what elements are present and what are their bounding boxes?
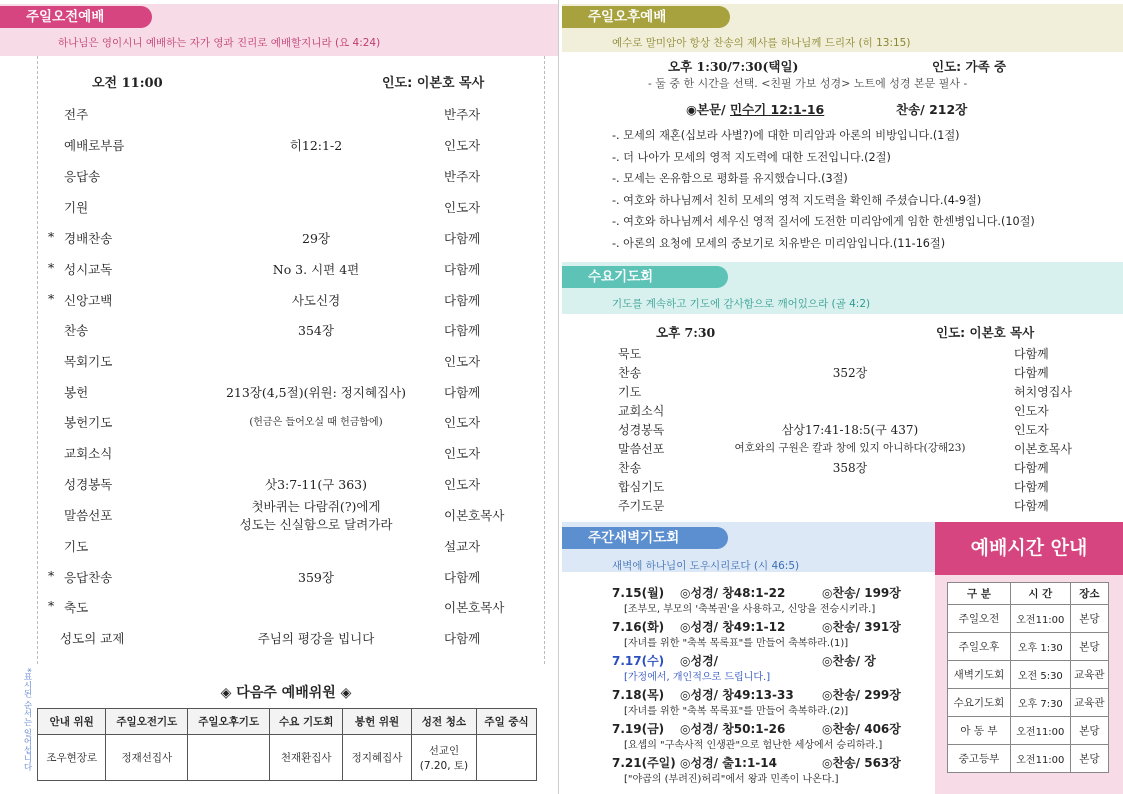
order-item: 찬송 — [64, 323, 89, 338]
order-leader: 이본호목사 — [444, 600, 505, 615]
order-detail: 여호와의 구원은 칼과 창에 있지 아니하다(강해23) — [734, 442, 966, 454]
morning-row — [46, 568, 536, 588]
order-item: 기원 — [64, 200, 89, 215]
schedule-cell: 수요기도회 — [948, 689, 1011, 717]
schedule-cell: 오후 7:30 — [1010, 689, 1070, 717]
next-week-value: 정지혜집사 — [343, 735, 411, 781]
afternoon-point: -. 모세는 온유함으로 평화를 유지했습니다.(3절) — [612, 172, 848, 185]
morning-row — [46, 383, 536, 403]
morning-row — [46, 136, 536, 156]
standing-mark: * — [48, 229, 55, 244]
afternoon-point: -. 아론의 요청에 모세의 중보기로 치유받은 미리암입니다.(11-16절) — [612, 236, 946, 250]
wednesday-row — [618, 440, 1088, 458]
schedule-cell: 교육관 — [1070, 689, 1108, 717]
standing-mark: * — [48, 568, 55, 583]
dawn-note: ["야곱의 (부려진)허리"에서 왕과 민족이 나온다.] — [624, 774, 839, 785]
afternoon-header: 주일오후예배 — [562, 6, 730, 28]
next-week-value: 선교인 (7.20, 토) — [411, 735, 476, 781]
morning-header: 주일오전예배 — [0, 6, 152, 28]
next-week-value: 천재환집사 — [270, 735, 343, 781]
dawn-day — [612, 754, 932, 770]
next-week-header: 봉헌 위원 — [343, 709, 411, 735]
dawn-note: [자녀를 위한 "축복 목록표"를 만들어 축복하라.(2)] — [624, 706, 849, 717]
order-item: 축도 — [64, 600, 89, 615]
dawn-note: [조부모, 부모의 '축복권'을 사용하고, 신앙을 전승시키라.] — [624, 604, 876, 615]
afternoon-subnote: - 둘 중 한 시간을 선택. <친필 가보 성경> 노트에 성경 본문 필사 - — [648, 77, 968, 90]
afternoon-point: -. 모세의 재혼(십보라 사별?)에 대한 미리암과 아론의 비방입니다.(1절) — [612, 129, 960, 142]
morning-row — [46, 105, 536, 125]
next-week-title: ◈ 다음주 예배위원 ◈ — [220, 685, 352, 701]
dawn-date: 7.17(수) — [612, 654, 665, 668]
schedule-cell: 오전11:00 — [1010, 605, 1070, 633]
morning-row — [46, 229, 536, 249]
order-item: 신앙고백 — [64, 293, 113, 308]
order-leader: 인도자 — [444, 200, 481, 215]
order-leader: 다함께 — [444, 262, 481, 277]
schedule-cell: 본당 — [1070, 745, 1108, 773]
order-leader: 반주자 — [444, 169, 481, 184]
schedule-header: 구 분 — [948, 583, 1011, 605]
dawn-hymn: ◎찬송/ 391장 — [822, 620, 901, 634]
order-detail: 첫바퀴는 다람쥐(?)에게 성도는 신실함으로 달려가라 — [239, 499, 393, 532]
next-week-value — [477, 735, 537, 781]
order-item: 봉헌기도 — [64, 415, 113, 430]
schedule-header: 장소 — [1070, 583, 1108, 605]
order-leader: 인도자 — [1014, 404, 1049, 418]
schedule-cell: 아 동 부 — [948, 717, 1011, 745]
order-item: 교회소식 — [618, 404, 665, 418]
afternoon-text: 민수기 12:1-16 — [729, 102, 825, 117]
order-leader: 인도자 — [1014, 423, 1049, 437]
order-detail: 213장(4,5절)(위원: 정지혜집사) — [225, 385, 407, 400]
order-item: 묵도 — [618, 347, 642, 361]
dawn-hymn: ◎찬송/ 199장 — [822, 586, 901, 600]
wednesday-row — [618, 383, 1088, 401]
dawn-date: 7.19(금) — [612, 722, 665, 736]
schedule-cell: 본당 — [1070, 605, 1108, 633]
schedule-cell: 교육관 — [1070, 661, 1108, 689]
order-leader: 다함께 — [444, 293, 481, 308]
dawn-text: ◎성경/ 창50:1-26 — [680, 722, 786, 736]
schedule-row — [948, 745, 1109, 773]
schedule-cell: 주일오후 — [948, 633, 1011, 661]
page-divider — [558, 0, 559, 794]
dawn-header: 주간새벽기도회 — [562, 527, 728, 549]
dawn-day — [612, 720, 932, 736]
morning-verse: 하나님은 영이시니 예배하는 자가 영과 진리로 예배할지니라 (요 4:24) — [58, 37, 381, 49]
order-leader: 다함께 — [1014, 499, 1049, 513]
dawn-date: 7.21(주일) — [612, 756, 676, 770]
order-leader: 인도자 — [444, 446, 481, 461]
order-item: 경배찬송 — [64, 231, 113, 246]
schedule-row — [948, 605, 1109, 633]
order-leader: 다함께 — [444, 631, 481, 646]
next-week-value — [188, 735, 270, 781]
wednesday-leader: 인도: 이본호 목사 — [936, 325, 1035, 340]
order-leader: 이본호목사 — [444, 508, 505, 523]
standing-mark: * — [48, 291, 55, 306]
order-item: 찬송 — [618, 366, 642, 380]
order-item: 주기도문 — [618, 499, 665, 513]
order-detail: 359장 — [298, 570, 334, 585]
standing-note: *표시된 순서는 일어섭니다 — [22, 668, 32, 772]
order-detail: 352장 — [832, 366, 868, 380]
dawn-date: 7.18(목) — [612, 688, 665, 702]
order-item: 성경봉독 — [618, 423, 665, 437]
next-week-table — [37, 708, 537, 781]
morning-row — [46, 444, 536, 464]
order-leader: 인도자 — [444, 354, 481, 369]
morning-row — [46, 629, 536, 649]
order-detail: 삿3:7-11(구 363) — [265, 477, 367, 492]
order-leader: 인도자 — [444, 415, 481, 430]
dawn-day — [612, 686, 932, 702]
order-leader: 다함께 — [1014, 366, 1049, 380]
order-leader: 다함께 — [1014, 461, 1049, 475]
order-leader: 이본호목사 — [1014, 442, 1072, 456]
afternoon-point: -. 여호와 하나님께서 친히 모세의 영적 지도력을 확인해 주셨습니다.(4-9절) — [612, 193, 982, 207]
afternoon-time: 오후 1:30/7:30(택일) — [668, 59, 799, 74]
wednesday-row — [618, 478, 1088, 496]
dawn-text: ◎성경/ 창49:13-33 — [680, 688, 794, 702]
standing-mark: * — [48, 598, 55, 613]
dawn-note: [요셉의 "구속사적 인생관"으로 험난한 세상에서 승리하라.] — [624, 740, 883, 751]
dawn-day — [612, 652, 932, 668]
schedule-cell: 본당 — [1070, 717, 1108, 745]
morning-row — [46, 475, 536, 495]
schedule-row — [948, 661, 1109, 689]
schedule-row — [948, 689, 1109, 717]
morning-row — [46, 291, 536, 311]
schedule-cell: 본당 — [1070, 633, 1108, 661]
dawn-hymn: ◎찬송/ 563장 — [822, 756, 901, 770]
dawn-note: [가정에서, 개인적으로 드립니다.] — [624, 672, 771, 683]
dawn-text: ◎성경/ 출1:1-14 — [680, 756, 777, 770]
schedule-cell: 주일오전 — [948, 605, 1011, 633]
schedule-table — [947, 582, 1109, 773]
wednesday-row — [618, 459, 1088, 477]
schedule-header: 시 간 — [1010, 583, 1070, 605]
wednesday-row — [618, 345, 1088, 363]
order-item: 기도 — [618, 385, 642, 399]
schedule-row — [948, 633, 1109, 661]
afternoon-text-prefix: ◉본문/ — [686, 102, 730, 117]
dawn-date: 7.15(월) — [612, 586, 665, 600]
morning-row — [46, 537, 536, 557]
wednesday-row — [618, 421, 1088, 439]
order-leader: 다함께 — [1014, 347, 1049, 361]
order-item: 말씀선포 — [64, 508, 113, 523]
wednesday-row — [618, 402, 1088, 420]
morning-row — [46, 167, 536, 187]
morning-row — [46, 598, 536, 618]
order-item: 성도의 교제 — [60, 631, 125, 646]
morning-row — [46, 260, 536, 280]
morning-row — [46, 499, 536, 532]
order-item: 기도 — [64, 539, 89, 554]
morning-leader: 인도: 이본호 목사 — [382, 76, 485, 91]
morning-row — [46, 198, 536, 218]
wednesday-header: 수요기도회 — [562, 266, 728, 288]
wednesday-row — [618, 497, 1088, 515]
afternoon-hymn: 찬송/ 212장 — [896, 102, 968, 117]
order-leader: 다함께 — [1014, 480, 1049, 494]
next-week-header: 수요 기도회 — [270, 709, 343, 735]
order-item: 예배로부름 — [64, 138, 125, 153]
next-week-header: 주일오후기도 — [188, 709, 270, 735]
dawn-hymn: ◎찬송/ 장 — [822, 654, 876, 668]
dawn-hymn: ◎찬송/ 406장 — [822, 722, 901, 736]
order-item: 합심기도 — [618, 480, 665, 494]
order-item: 성시교독 — [64, 262, 113, 277]
order-item: 말씀선포 — [618, 442, 665, 456]
morning-time: 오전 11:00 — [92, 76, 163, 91]
order-detail: 삼상17:41-18:5(구 437) — [781, 423, 919, 437]
afternoon-point: -. 여호와 하나님께서 세우신 영적 질서에 도전한 미리암에게 임한 한센병입니다.(10절) — [612, 215, 1035, 228]
dawn-text: ◎성경/ — [680, 654, 719, 668]
order-leader: 다함께 — [444, 323, 481, 338]
order-leader: 다함께 — [444, 231, 481, 246]
schedule-cell: 오전11:00 — [1010, 717, 1070, 745]
dawn-hymn: ◎찬송/ 299장 — [822, 688, 901, 702]
afternoon-text-line — [686, 100, 824, 118]
next-week-value: 정재선집사 — [106, 735, 188, 781]
order-detail: No 3. 시편 4편 — [272, 262, 360, 277]
next-week-header: 안내 위원 — [38, 709, 106, 735]
morning-row — [46, 321, 536, 341]
order-leader: 반주자 — [444, 107, 481, 122]
dawn-day — [612, 618, 932, 634]
morning-row — [46, 413, 536, 433]
order-detail: 주님의 평강을 빕니다 — [257, 631, 375, 646]
dawn-note: [자녀를 위한 "축복 목록표"를 만들어 축복하라.(1)] — [624, 638, 849, 649]
order-detail: 358장 — [832, 461, 868, 475]
next-week-header: 주일 중식 — [477, 709, 537, 735]
afternoon-leader: 인도: 가족 중 — [932, 59, 1007, 74]
standing-mark: * — [48, 260, 55, 275]
order-leader: 설교자 — [444, 539, 481, 554]
next-week-header: 성전 청소 — [411, 709, 476, 735]
order-detail: 히12:1-2 — [289, 138, 343, 153]
order-item: 응답찬송 — [64, 570, 113, 585]
schedule-cell: 오전 5:30 — [1010, 661, 1070, 689]
schedule-row — [948, 717, 1109, 745]
order-leader: 다함께 — [444, 570, 481, 585]
order-detail: 사도신경 — [291, 293, 341, 308]
order-item: 전주 — [64, 107, 89, 122]
wednesday-verse: 기도를 계속하고 기도에 감사함으로 깨어있으라 (골 4:2) — [612, 298, 871, 310]
order-item: 목회기도 — [64, 354, 113, 369]
order-detail: (헌금은 들어오실 때 헌금함에) — [249, 417, 383, 428]
schedule-cell: 오전11:00 — [1010, 745, 1070, 773]
order-leader: 허치영집사 — [1014, 385, 1072, 399]
order-item: 교회소식 — [64, 446, 113, 461]
afternoon-verse: 예수로 말미암아 항상 찬송의 제사를 하나님께 드리자 (히 13:15) — [612, 37, 911, 49]
order-item: 봉헌 — [64, 385, 89, 400]
dawn-text: ◎성경/ 창49:1-12 — [680, 620, 786, 634]
dawn-day — [612, 584, 932, 600]
morning-row — [46, 352, 536, 372]
order-item: 찬송 — [618, 461, 642, 475]
schedule-cell: 새벽기도회 — [948, 661, 1011, 689]
schedule-cell: 오후 1:30 — [1010, 633, 1070, 661]
next-week-header: 주일오전기도 — [106, 709, 188, 735]
order-leader: 인도자 — [444, 477, 481, 492]
afternoon-point: -. 더 나아가 모세의 영적 지도력에 대한 도전입니다.(2절) — [612, 150, 891, 164]
order-leader: 다함께 — [444, 385, 481, 400]
next-week-value: 조우현장로 — [38, 735, 106, 781]
order-leader: 인도자 — [444, 138, 481, 153]
order-item: 성경봉독 — [64, 477, 113, 492]
dawn-verse: 새벽에 하나님이 도우시리로다 (시 46:5) — [612, 560, 800, 572]
dawn-text: ◎성경/ 창48:1-22 — [680, 586, 786, 600]
order-detail: 29장 — [302, 231, 330, 246]
order-detail: 354장 — [298, 323, 334, 338]
dawn-date: 7.16(화) — [612, 620, 665, 634]
order-item: 응답송 — [64, 169, 101, 184]
schedule-title: 예배시간 안내 — [935, 522, 1123, 575]
schedule-cell: 중고등부 — [948, 745, 1011, 773]
wednesday-row — [618, 364, 1088, 382]
wednesday-time: 오후 7:30 — [656, 325, 716, 340]
